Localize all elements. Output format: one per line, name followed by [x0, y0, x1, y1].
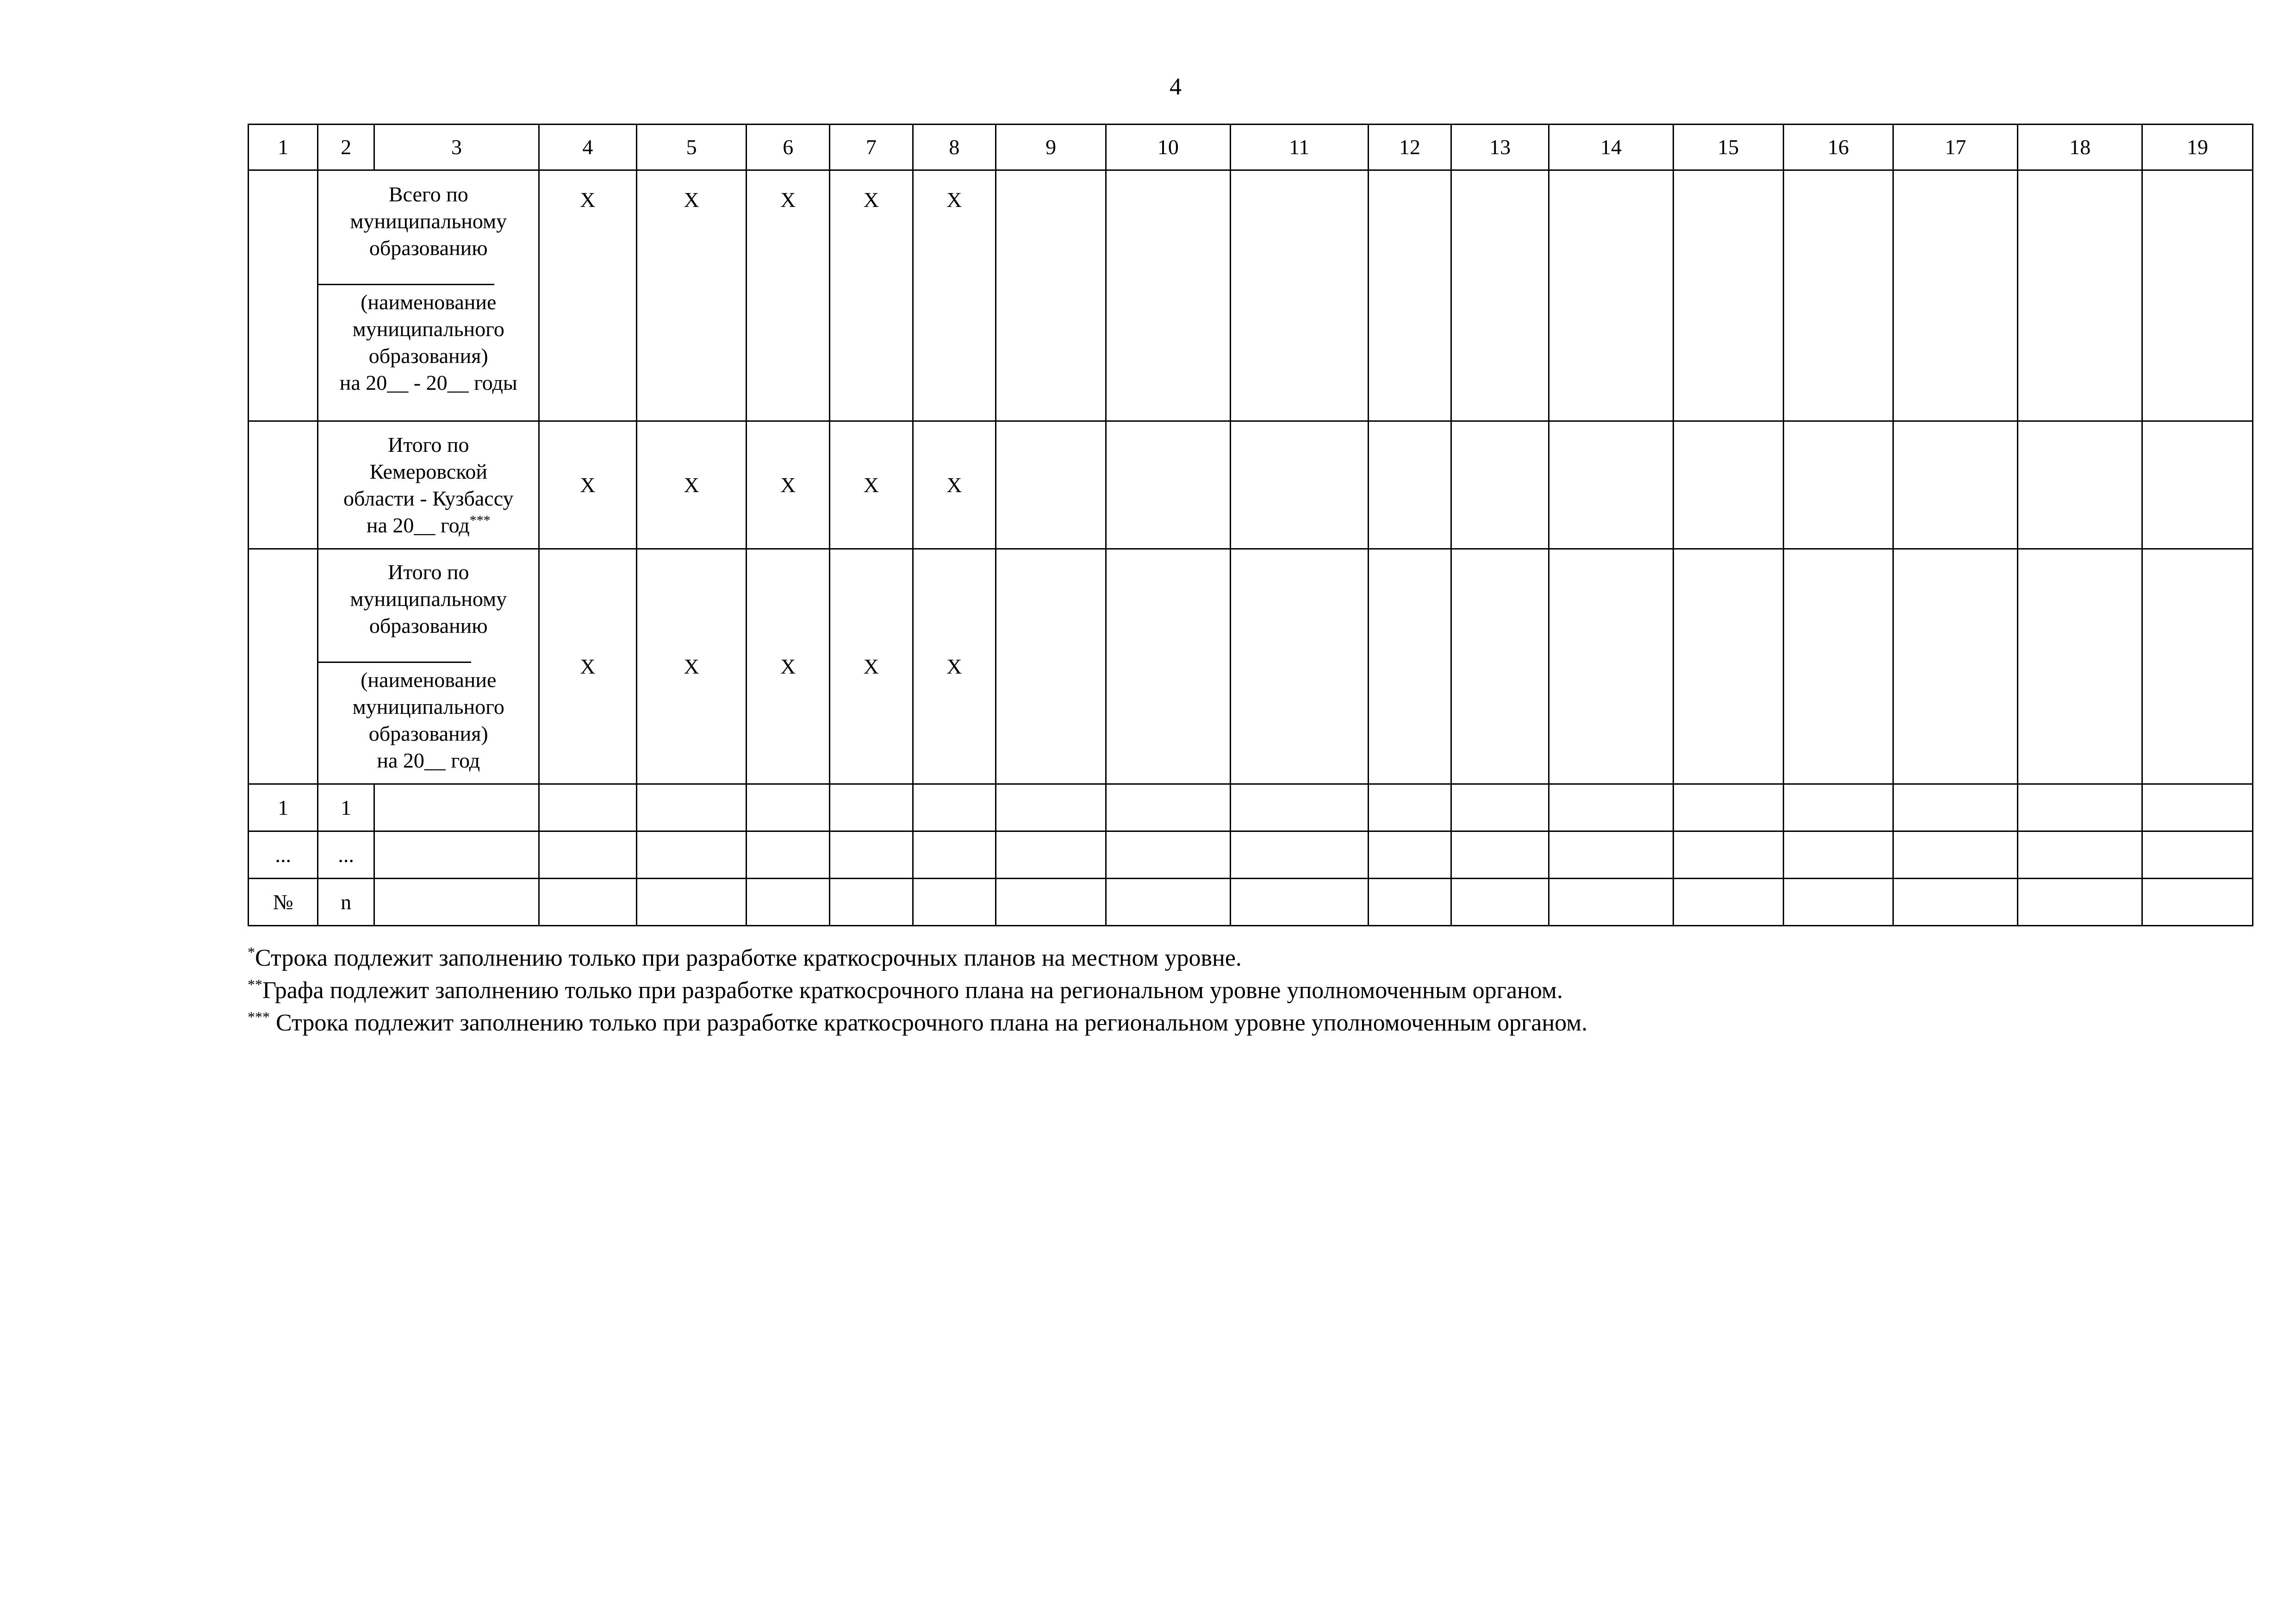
label-line: (наименование [361, 668, 497, 692]
table-cell [1451, 421, 1549, 549]
label-line: на 20__ год [377, 749, 480, 772]
table-cell [1673, 879, 1783, 926]
table-cell [1673, 421, 1783, 549]
column-number-cell: 19 [2142, 125, 2253, 170]
fill-in-blank [318, 639, 471, 663]
table-cell [1893, 831, 2018, 879]
column-number-cell: 14 [1549, 125, 1674, 170]
column-number-cell: 16 [1783, 125, 1893, 170]
x-mark-cell: X [747, 549, 830, 784]
table-cell [1230, 170, 1368, 421]
label-line: Кемеровской [369, 459, 487, 483]
table-cell [2018, 421, 2142, 549]
table-cell [249, 170, 318, 421]
label-line: области - Кузбассу [343, 486, 514, 510]
x-mark-cell: X [539, 421, 637, 549]
footnote-text: Графа подлежит заполнению только при разработке краткосрочного плана на региональном уровне уполномоченным органом. [262, 977, 1563, 1004]
x-mark-cell: X [747, 421, 830, 549]
table-cell [913, 784, 996, 831]
column-number-cell: 3 [374, 125, 539, 170]
table-cell [1893, 549, 2018, 784]
table-cell [747, 784, 830, 831]
x-mark-cell: X [913, 421, 996, 549]
table-cell [1451, 879, 1549, 926]
table-cell [830, 784, 913, 831]
table-cell [539, 879, 637, 926]
table-cell [1368, 170, 1451, 421]
table-cell [1451, 549, 1549, 784]
table-cell [996, 170, 1106, 421]
table-cell [1893, 784, 2018, 831]
footnote-marker: *** [248, 1008, 270, 1025]
table-cell [539, 784, 637, 831]
column-number-cell: 17 [1893, 125, 2018, 170]
table-cell [747, 831, 830, 879]
table-cell [1368, 784, 1451, 831]
x-mark-cell: X [539, 170, 637, 421]
x-mark-cell: X [636, 549, 747, 784]
table-cell [830, 879, 913, 926]
label-line: образованию [369, 614, 488, 637]
label-line: на 20__ - 20__ годы [339, 371, 517, 394]
table-cell [1893, 170, 2018, 421]
table-row [249, 879, 2253, 926]
table-cell [1549, 831, 1674, 879]
x-mark-cell: X [747, 170, 830, 421]
table-cell [913, 879, 996, 926]
footnotes [248, 942, 2253, 1039]
table-cell [1549, 170, 1674, 421]
table-cell [2018, 784, 2142, 831]
row-index-cell: 1 [318, 784, 374, 831]
table-cell [996, 879, 1106, 926]
total-municipal-year-label [318, 549, 539, 784]
table-cell [1893, 879, 2018, 926]
table-cell [1230, 879, 1368, 926]
column-number-cell: 7 [830, 125, 913, 170]
x-mark-cell: X [830, 170, 913, 421]
table-cell [2142, 170, 2253, 421]
table-cell [1106, 549, 1230, 784]
table-cell [1673, 831, 1783, 879]
table-cell [2142, 784, 2253, 831]
row-number-cell: ... [249, 831, 318, 879]
column-number-cell: 18 [2018, 125, 2142, 170]
table-cell [2018, 170, 2142, 421]
column-number-row [249, 125, 2253, 170]
table-cell [1106, 879, 1230, 926]
table-cell [1368, 879, 1451, 926]
table-cell [636, 879, 747, 926]
column-number-cell: 10 [1106, 125, 1230, 170]
column-number-cell: 5 [636, 125, 747, 170]
label-line [318, 512, 538, 539]
x-mark-cell: X [539, 549, 637, 784]
table-cell [1230, 831, 1368, 879]
column-number-cell: 6 [747, 125, 830, 170]
footnote-marker: *** [469, 512, 491, 528]
table-cell [1783, 784, 1893, 831]
table-cell [1451, 170, 1549, 421]
fill-in-blank [318, 262, 494, 285]
page-number: 4 [1170, 74, 1182, 100]
table-cell [747, 879, 830, 926]
column-number-cell: 15 [1673, 125, 1783, 170]
table-cell [1893, 421, 2018, 549]
x-mark-cell: X [636, 421, 747, 549]
table-cell [1783, 831, 1893, 879]
total-municipal-period-row [249, 170, 2253, 421]
footnote-text: Строка подлежит заполнению только при разработке краткосрочного плана на региональном уровне уполномоченным органом. [270, 1010, 1588, 1036]
label-line: образования) [368, 344, 488, 368]
table-cell [1106, 784, 1230, 831]
column-number-cell: 13 [1451, 125, 1549, 170]
plan-table [248, 124, 2253, 926]
table-cell [1230, 784, 1368, 831]
label-line: образования) [368, 722, 488, 745]
row-number-cell: 1 [249, 784, 318, 831]
footnote [248, 974, 2253, 1007]
label-line: муниципальному [350, 587, 507, 611]
footnote-text: Строка подлежит заполнению только при разработке краткосрочных планов на местном уровне. [255, 945, 1242, 971]
table-row [249, 831, 2253, 879]
table-cell [2018, 831, 2142, 879]
table-cell [2142, 421, 2253, 549]
label-line: муниципального [352, 695, 504, 718]
table-cell [1549, 879, 1674, 926]
table-cell [996, 421, 1106, 549]
table-cell [249, 549, 318, 784]
table-cell [2142, 549, 2253, 784]
table-cell [1673, 170, 1783, 421]
label-line: Итого по [387, 560, 469, 584]
table-cell [374, 831, 539, 879]
label-line: Итого по [387, 432, 469, 456]
column-number-cell: 9 [996, 125, 1106, 170]
table-cell [1230, 421, 1368, 549]
label-line: муниципальному [350, 209, 507, 233]
table-cell [830, 831, 913, 879]
table-cell [1230, 549, 1368, 784]
table-cell [996, 831, 1106, 879]
table-cell [1106, 421, 1230, 549]
table-cell [2142, 879, 2253, 926]
total-region-year-row [249, 421, 2253, 549]
table-cell [1106, 831, 1230, 879]
table-cell [996, 784, 1106, 831]
table-cell [1783, 421, 1893, 549]
table-cell [1783, 879, 1893, 926]
table-cell [1368, 831, 1451, 879]
x-mark-cell: X [830, 549, 913, 784]
table-cell [2018, 549, 2142, 784]
table-cell [996, 549, 1106, 784]
table-cell [1783, 549, 1893, 784]
table-cell [1451, 831, 1549, 879]
footnote [248, 1007, 2253, 1039]
label-line: образованию [369, 236, 488, 260]
column-number-cell: 4 [539, 125, 637, 170]
x-mark-cell: X [830, 421, 913, 549]
table-cell [1673, 784, 1783, 831]
total-region-year-label [318, 421, 539, 549]
x-mark-cell: X [636, 170, 747, 421]
label-text: на 20__ год [366, 513, 470, 537]
table-cell [636, 784, 747, 831]
table-cell [1673, 549, 1783, 784]
table-cell [636, 831, 747, 879]
table-cell [2142, 831, 2253, 879]
column-number-cell: 2 [318, 125, 374, 170]
column-number-cell: 1 [249, 125, 318, 170]
label-line: Всего по [388, 182, 468, 206]
column-number-cell: 11 [1230, 125, 1368, 170]
table-cell [2018, 879, 2142, 926]
table-cell [1549, 784, 1674, 831]
table-cell [913, 831, 996, 879]
table-row [249, 784, 2253, 831]
footnote-marker: * [248, 943, 255, 961]
table-cell [374, 784, 539, 831]
label-line: (наименование [361, 290, 497, 314]
footnote [248, 942, 2253, 974]
x-mark-cell: X [913, 549, 996, 784]
table-cell [374, 879, 539, 926]
table-cell [249, 421, 318, 549]
x-mark-cell: X [913, 170, 996, 421]
row-number-cell: № [249, 879, 318, 926]
footnote-marker: ** [248, 976, 262, 993]
column-number-cell: 8 [913, 125, 996, 170]
table-cell [1549, 549, 1674, 784]
total-municipal-year-row [249, 549, 2253, 784]
table-cell [1783, 170, 1893, 421]
table-cell [1368, 549, 1451, 784]
table-cell [1368, 421, 1451, 549]
table-cell [539, 831, 637, 879]
row-index-cell: ... [318, 831, 374, 879]
total-municipal-period-label [318, 170, 539, 421]
table-cell [1549, 421, 1674, 549]
label-line: муниципального [352, 317, 504, 341]
table-cell [1106, 170, 1230, 421]
table-cell [1451, 784, 1549, 831]
column-number-cell: 12 [1368, 125, 1451, 170]
row-index-cell: n [318, 879, 374, 926]
